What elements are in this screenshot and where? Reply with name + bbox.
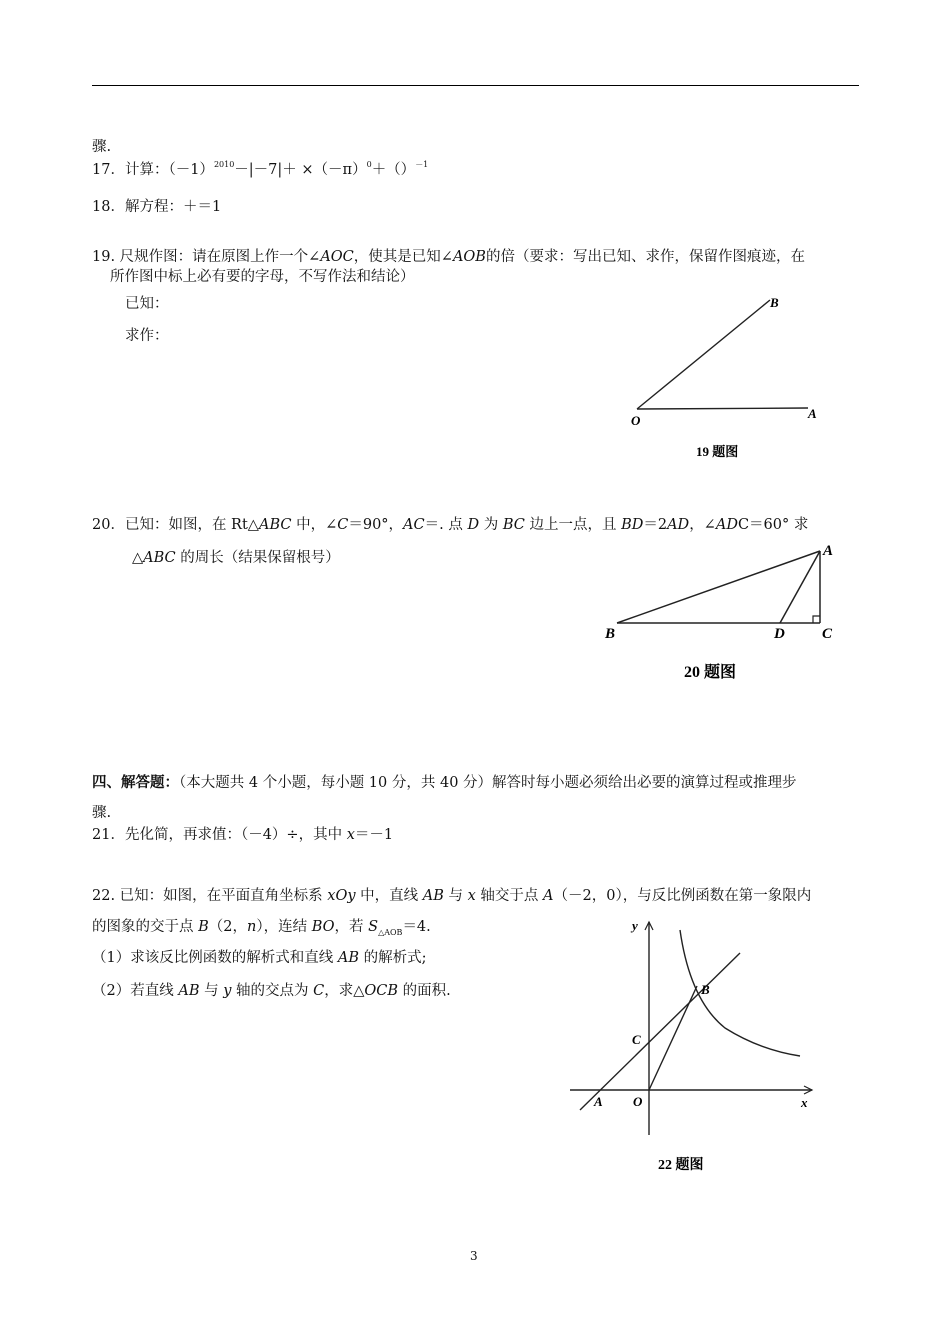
q22-x1: x bbox=[467, 888, 476, 904]
q22-p2d: ，求△ bbox=[324, 983, 365, 999]
q20-t8: C＝60° 求 bbox=[737, 517, 809, 533]
q22-n: n bbox=[247, 919, 257, 935]
q22-l2c: ），连结 bbox=[256, 919, 312, 935]
q22-hyperbola bbox=[680, 930, 800, 1056]
q22-segment-ob bbox=[649, 986, 697, 1090]
q21-x: x bbox=[346, 827, 355, 843]
top-fragment: 骤. bbox=[92, 139, 112, 155]
q20-ac: AC bbox=[403, 517, 425, 533]
q22-label-c: C bbox=[632, 1032, 641, 1047]
q19-text-a: 19. 尺规作图：请在原图上作一个∠ bbox=[92, 249, 321, 265]
q17-line bbox=[92, 158, 428, 179]
q20-l2b: 的周长（结果保留根号） bbox=[175, 550, 340, 566]
q22-xoy: xOy bbox=[327, 888, 356, 904]
q17-num: 17． bbox=[92, 162, 125, 178]
q20-t4: 为 bbox=[479, 517, 503, 533]
q22-p2c: 轴的交点为 bbox=[231, 983, 314, 999]
q22-l1c: 与 bbox=[443, 888, 468, 904]
q20-label-d: D bbox=[774, 626, 785, 642]
section4-text: （本大题共 4 个小题，每小题 10 分，共 40 分）解答时每小题必须给出必要的演算过程或推理步 bbox=[179, 775, 797, 791]
section4-cont: 骤. bbox=[92, 805, 112, 821]
q20-c: C bbox=[337, 517, 349, 533]
q20-abc1: ABC bbox=[258, 517, 292, 533]
q22-label-o: O bbox=[633, 1094, 643, 1109]
q20-segment-ad bbox=[780, 551, 820, 623]
q20-right-angle-mark bbox=[813, 616, 820, 623]
q20-d: D bbox=[467, 517, 480, 533]
q19-ray-oa bbox=[637, 408, 808, 409]
q17-exp1: 2010 bbox=[213, 160, 235, 169]
q19-text-c: 的倍（要求：写出已知、求作，保留作图痕迹，在 bbox=[485, 249, 805, 265]
q22-label-y: y bbox=[632, 918, 638, 933]
q20-line2 bbox=[132, 546, 340, 567]
q22-l2e: ＝4. bbox=[402, 919, 431, 935]
q19-label-a: A bbox=[808, 406, 817, 421]
q19-label-b: B bbox=[770, 295, 779, 310]
q19-label-o: O bbox=[631, 413, 641, 428]
q17-exp2: 0 bbox=[366, 160, 372, 169]
q22-line-ab bbox=[580, 953, 740, 1110]
q22-ab3: AB bbox=[178, 983, 200, 999]
q20-text-num: 20．已知：如图，在 Rt△ bbox=[92, 517, 259, 533]
q20-ad: AD bbox=[667, 517, 690, 533]
q20-label-b: B bbox=[605, 626, 616, 642]
q22-l1b: 中，直线 bbox=[355, 888, 423, 904]
q22-part1 bbox=[92, 946, 426, 967]
section4-header bbox=[92, 771, 797, 792]
q22-line1 bbox=[92, 884, 811, 905]
q19-text-b: ，使其是已知∠ bbox=[353, 249, 453, 265]
q19-caption: 19 题图 bbox=[696, 444, 739, 459]
page-number: 3 bbox=[470, 1249, 478, 1263]
q19-aob: AOB bbox=[452, 249, 486, 265]
q22-p2b: 与 bbox=[199, 983, 224, 999]
q20-side-ba bbox=[617, 551, 820, 623]
q22-ocb: OCB bbox=[364, 983, 399, 999]
q22-figure bbox=[560, 910, 820, 1180]
q18-text: 解方程：＋＝1 bbox=[124, 199, 222, 215]
header-rule bbox=[92, 85, 859, 86]
q20-figure bbox=[595, 535, 855, 695]
q17-part1: （－1） bbox=[168, 162, 214, 178]
q21-line bbox=[92, 823, 393, 844]
q22-p1b: 的解析式; bbox=[358, 950, 427, 966]
q19-find: 求作： bbox=[125, 328, 169, 344]
q19-line1 bbox=[92, 245, 805, 266]
q17-part3: ＋（） bbox=[371, 162, 416, 178]
q20-t1: 中，∠ bbox=[291, 517, 338, 533]
q22-l1d: 轴交于点 bbox=[475, 888, 544, 904]
q20-ad2: AD bbox=[715, 517, 738, 533]
q22-caption: 22 题图 bbox=[658, 1158, 704, 1173]
q19-aoc: AOC bbox=[320, 249, 354, 265]
q22-line2 bbox=[92, 915, 431, 937]
q22-ab2: AB bbox=[337, 950, 359, 966]
q22-l1e: （－2，0），与反比例函数在第一象限内 bbox=[553, 888, 812, 904]
q20-caption: 20 题图 bbox=[684, 664, 737, 681]
q19-figure bbox=[620, 290, 860, 470]
q20-t5: 边上一点，且 bbox=[524, 517, 622, 533]
q17-part2: －|－7|＋ ×（－π） bbox=[234, 162, 367, 178]
q22-a1: A bbox=[543, 888, 554, 904]
q21-text: 21．先化简，再求值：（－4）÷，其中 bbox=[92, 827, 347, 843]
q19-line2: 所作图中标上必有要的字母，不写作法和结论） bbox=[110, 269, 415, 285]
q22-c1: C bbox=[313, 983, 325, 999]
q20-label-a: A bbox=[823, 543, 834, 559]
q21-val: ＝－1 bbox=[354, 827, 394, 843]
q20-t6: ＝2 bbox=[643, 517, 668, 533]
q20-bd: BD bbox=[621, 517, 644, 533]
q22-l2d: ，若 bbox=[334, 919, 369, 935]
q22-s: S bbox=[368, 919, 379, 935]
q20-bc: BC bbox=[502, 517, 525, 533]
q22-ssub: △AOB bbox=[378, 927, 403, 937]
q22-l2a: 的图象的交于点 bbox=[92, 919, 199, 935]
q19-known: 已知： bbox=[125, 296, 169, 312]
q22-l1a: 22. 已知：如图，在平面直角坐标系 bbox=[92, 888, 328, 904]
q20-label-c: C bbox=[822, 626, 833, 642]
q20-t7: ，∠ bbox=[689, 517, 716, 533]
q22-b1: B bbox=[198, 919, 209, 935]
q20-line1 bbox=[92, 513, 808, 534]
q17-exp3: －1 bbox=[415, 160, 429, 169]
q22-bo: BO bbox=[311, 919, 335, 935]
q18-num: 18． bbox=[92, 199, 125, 215]
q22-label-a: A bbox=[594, 1094, 603, 1109]
q22-l2b: （2， bbox=[208, 919, 247, 935]
q22-ab1: AB bbox=[422, 888, 444, 904]
q20-t3: ＝. 点 bbox=[424, 517, 468, 533]
q22-y1: y bbox=[223, 983, 232, 999]
q22-label-b: B bbox=[701, 982, 710, 997]
q19-ray-ob bbox=[637, 300, 770, 409]
q22-part2 bbox=[92, 979, 451, 1000]
q17-label: 计算： bbox=[124, 162, 169, 178]
q20-abc2: ABC bbox=[143, 550, 176, 566]
section4-title: 四、解答题： bbox=[92, 774, 179, 791]
q20-t2: ＝90°， bbox=[348, 517, 404, 533]
q22-p2e: 的面积. bbox=[398, 983, 451, 999]
q22-p1a: （1）求该反比例函数的解析式和直线 bbox=[92, 950, 338, 966]
q18-line bbox=[92, 195, 221, 216]
q22-label-x: x bbox=[801, 1095, 808, 1110]
q20-l2a: △ bbox=[132, 550, 144, 566]
q22-p2a: （2）若直线 bbox=[92, 983, 179, 999]
